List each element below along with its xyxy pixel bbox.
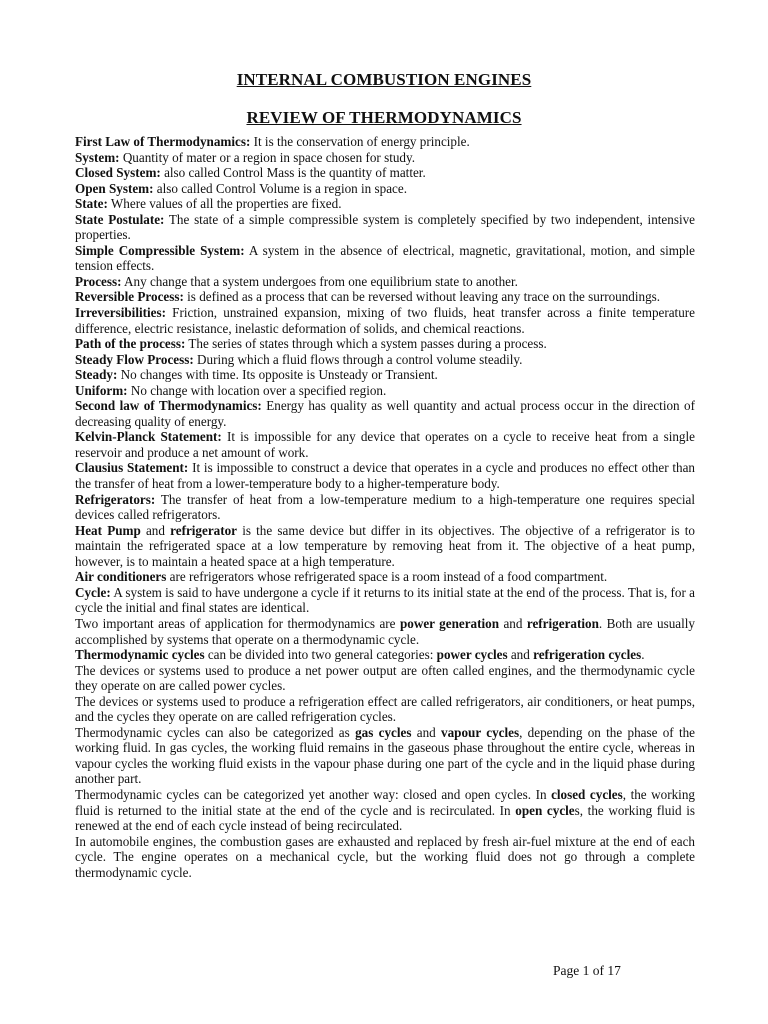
bold-term: Process: (75, 273, 122, 289)
paragraph-text: No change with location over a specified region. (127, 382, 387, 398)
bold-term: refrigerator (170, 522, 238, 538)
bold-term: gas cycles (355, 724, 412, 740)
paragraph-text: is the same device but differ in its objectives. The objective of a refrigerator is to maintain the refrigerated space at a low temperature by removing heat from it. The objective of a heat pump, however, is to maintain a heated space at a high temperature. (75, 522, 696, 569)
paragraph-irreversibilities (75, 305, 695, 336)
paragraph-text: Thermodynamic cycles can be categorized yet another way: closed and open cycles. In (75, 786, 552, 802)
paragraph-text: The series of states through which a system passes during a process. (185, 336, 547, 352)
bold-term: Reversible Process: (75, 289, 184, 305)
paragraph-open-system (75, 181, 695, 197)
paragraph-text: and (411, 724, 442, 740)
paragraph-text: During which a fluid flows through a control volume steadily. (193, 351, 523, 367)
bold-term: vapour cycles (441, 724, 520, 740)
paragraph-process (75, 274, 695, 290)
paragraph-text: Any change that a system undergoes from one equilibrium state to another. (121, 273, 518, 289)
paragraph-text: and (140, 522, 171, 538)
paragraph-text: A system is said to have undergone a cycle if it returns to its initial state at the end of the process. That is, for a cycle the initial and final states are identical. (75, 584, 695, 616)
paragraph-heat-pump (75, 523, 695, 570)
paragraph-text: A system in the absence of electrical, magnetic, gravitational, motion, and simple tension effects. (75, 242, 695, 274)
paragraph-text: . (641, 647, 645, 663)
bold-term: Closed System: (75, 165, 161, 181)
paragraph-gas-vapour-cycles (75, 725, 695, 787)
bold-term: Steady: (75, 367, 118, 383)
paragraph-text: . Both are usually accomplished by systems that operate on a thermodynamic cycle. (75, 615, 696, 647)
paragraph-application-areas (75, 616, 695, 647)
paragraph-kelvin-planck (75, 429, 695, 460)
paragraph-first-law (75, 134, 695, 150)
paragraph-uniform (75, 383, 695, 399)
paragraph-refrigerators (75, 492, 695, 523)
bold-term: Steady Flow Process: (75, 351, 194, 367)
paragraph-text: It is impossible to construct a device that operates in a cycle and produces no effect other than the transfer of heat from a lower-temperature body to a higher-temperature body. (75, 460, 695, 492)
bold-term: Cycle: (75, 584, 111, 600)
bold-term: Refrigerators: (75, 491, 156, 507)
bold-term: open cycle (515, 802, 575, 818)
paragraph-text: and (507, 647, 534, 663)
bold-term: Irreversibilities: (75, 305, 166, 321)
paragraph-path-of-process (75, 336, 695, 352)
paragraph-text: s, the working fluid is renewed at the end of each cycle instead of being recirculated. (75, 802, 695, 834)
bold-term: Air conditioners (75, 569, 167, 585)
paragraph-text: In automobile engines, the combustion gases are exhausted and replaced by fresh air-fuel mixture at the end of each cycle. The engine operates on a mechanical cycle, but the working fluid does not go through a complete thermodynamic cycle. (75, 833, 695, 880)
bold-term: Uniform: (75, 382, 128, 398)
bold-term: refrigeration (526, 615, 599, 631)
paragraph-text: Quantity of mater or a region in space chosen for study. (119, 149, 415, 165)
paragraph-text: The state of a simple compressible system is completely specified by two independent, intensive properties. (75, 211, 696, 243)
paragraph-steady (75, 367, 695, 383)
paragraph-cycle (75, 585, 695, 616)
paragraph-refrigeration-devices (75, 694, 695, 725)
page-number: Page 1 of 17 (553, 963, 621, 978)
paragraph-text: are refrigerators whose refrigerated space is a room instead of a food compartment. (166, 569, 608, 585)
paragraph-text: also called Control Mass is the quantity of matter. (160, 165, 426, 181)
paragraph-thermodynamic-cycles (75, 647, 695, 663)
paragraph-text: , the working fluid is returned to the initial state at the end of the cycle and is recirculated. In (75, 786, 695, 818)
bold-term: Heat Pump (75, 522, 141, 538)
paragraph-simple-compressible-system (75, 243, 695, 274)
paragraph-text: can be divided into two general categories: (204, 647, 437, 663)
paragraph-steady-flow-process (75, 352, 695, 368)
paragraph-text: The transfer of heat from a low-temperature medium to a high-temperature one requires special devices called refrigerators. (75, 491, 695, 523)
paragraph-text: No changes with time. Its opposite is Unsteady or Transient. (117, 367, 438, 383)
paragraph-air-conditioners (75, 569, 695, 585)
paragraph-text: Thermodynamic cycles can also be categorized as (75, 724, 356, 740)
paragraph-text: It is impossible for any device that operates on a cycle to receive heat from a single reservoir and produce a net amount of work. (75, 429, 695, 460)
paragraph-text: Two important areas of application for thermodynamics are (75, 615, 400, 631)
paragraph-closed-open-cycles (75, 787, 695, 834)
paragraph-text: , depending on the phase of the working fluid. In gas cycles, the working fluid remains in the gaseous phase throughout the entire cycle, whereas in vapour cycles the working fluid exists in the vapour phase during one part of the cycle and in the liquid phase during another part. (75, 724, 696, 787)
document-body (75, 134, 695, 880)
paragraph-text: The devices or systems used to produce a refrigeration effect are called refrigerators, air conditioners, or heat pumps, and the cycles they operate on are called refrigeration cycles. (75, 693, 695, 725)
bold-term: Second law of Thermodynamics: (75, 398, 262, 414)
bold-term: Path of the process: (75, 336, 186, 352)
paragraph-text: The devices or systems used to produce a net power output are often called engines, and the thermodynamic cycle they operate on are called power cycles. (75, 662, 695, 694)
paragraph-system (75, 150, 695, 166)
paragraph-text: also called Control Volume is a region in space. (153, 180, 407, 196)
bold-term: Thermodynamic cycles (75, 647, 205, 663)
bold-term: Clausius Statement: (75, 460, 189, 476)
paragraph-text: Where values of all the properties are fixed. (107, 196, 342, 212)
bold-term: Open System: (75, 180, 154, 196)
paragraph-automobile-engines (75, 834, 695, 881)
bold-term: State Postulate: (75, 211, 165, 227)
paragraph-engines (75, 663, 695, 694)
paragraph-text: It is the conservation of energy principle. (250, 134, 470, 149)
paragraph-text: Friction, unstrained expansion, mixing of two fluids, heat transfer across a finite temperature difference, electric resistance, inelastic deformation of solids, and chemical reactions. (75, 305, 695, 336)
bold-term: Simple Compressible System: (75, 242, 245, 258)
paragraph-text: and (499, 615, 527, 631)
paragraph-clausius (75, 460, 695, 491)
document-title: INTERNAL COMBUSTION ENGINES (236, 70, 532, 89)
paragraph-state-postulate (75, 212, 695, 243)
bold-term: power generation (399, 615, 500, 631)
bold-term: State: (75, 196, 108, 212)
bold-term: power cycles (436, 647, 508, 663)
document-subtitle: REVIEW OF THERMODYNAMICS (246, 108, 522, 127)
paragraph-reversible-process (75, 289, 695, 305)
paragraph-text: Energy has quality as well quantity and actual process occur in the direction of decreasing quality of energy. (75, 398, 695, 429)
bold-term: System: (75, 149, 120, 165)
bold-term: First Law of Thermodynamics: (75, 134, 251, 149)
paragraph-closed-system (75, 165, 695, 181)
paragraph-state (75, 196, 695, 212)
bold-term: refrigeration cycles (533, 647, 642, 663)
paragraph-text: is defined as a process that can be reversed without leaving any trace on the surroundings. (183, 289, 661, 305)
paragraph-second-law (75, 398, 695, 429)
bold-term: closed cycles (551, 786, 623, 802)
bold-term: Kelvin-Planck Statement: (75, 429, 222, 445)
